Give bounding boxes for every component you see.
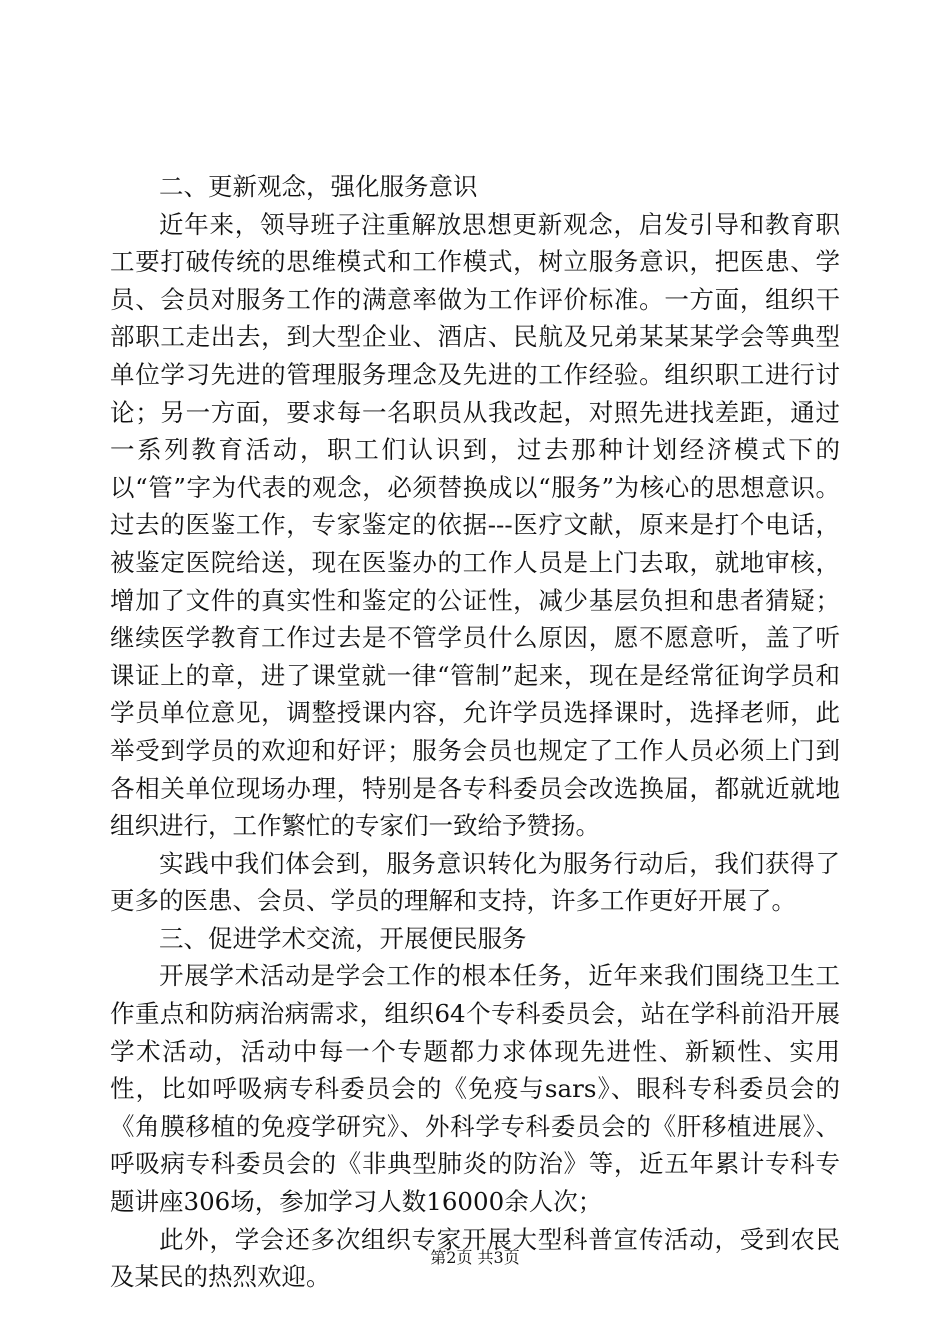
- paragraph: 此外，学会还多次组织专家开展大型科普宣传活动，受到农民及某民的热烈欢迎。: [110, 1224, 840, 1292]
- section-heading-2: 二、更新观念，强化服务意识: [159, 172, 478, 201]
- paragraph: 近年来，领导班子注重解放思想更新观念，启发引导和教育职工要打破传统的思维模式和工作模式，树立服务意识，把医患、学员、会员对服务工作的满意率做为工作评价标准。一方面，组织干部职工走出去，到大型企业、酒店、民航及兄弟某某某学会等典型单位学习先进的管理服务理念及先进的工作经验。组织职工进行讨论；另一方面，要求每一名职员从我改起，对照先进找差距，通过一系列教育活动，职工们认识到，过去那种计划经济模式下的以“管”字为代表的观念，必须替换成以“服务”为核心的思想意识。过去的医鉴工作，专家鉴定的依据---医疗文献，原来是打个电话，被鉴定医院给送，现在医鉴办的工作人员是上门去取，就地审核，增加了文件的真实性和鉴定的公证性，减少基层负担和患者猜疑；继续医学教育工作过去是不管学员什么原因，愿不愿意听，盖了听课证上的章，进了课堂就一律“管制”起来，现在是经常征询学员和学员单位意见，调整授课内容，允许学员选择课时，选择老师，此举受到学员的欢迎和好评；服务会员也规定了工作人员必须上门到各相关单位现场办理，特别是各专科委员会改选换届，都就近就地组织进行，工作繁忙的专家们一致给予赞扬。: [110, 209, 840, 841]
- paragraph: 实践中我们体会到，服务意识转化为服务行动后，我们获得了更多的医患、会员、学员的理解和支持，许多工作更好开展了。: [110, 848, 840, 916]
- page-number-footer: 第2页 共3页: [430, 1248, 520, 1267]
- document-body: [110, 168, 840, 1296]
- section-heading-3: 三、促进学术交流，开展便民服务: [159, 923, 527, 953]
- paragraph: 开展学术活动是学会工作的根本任务，近年来我们围绕卫生工作重点和防病治病需求，组织64个专科委员会，站在学科前沿开展学术活动，活动中每一个专题都力求体现先进性、新颖性、实用性，比如呼吸病专科委员会的《免疫与sars》、眼科专科委员会的《角膜移植的免疫学研究》、外科学专科委员会的《肝移植进展》、呼吸病专科委员会的《非典型肺炎的防治》等，近五年累计专科专题讲座306场，参加学习人数16000余人次；: [110, 961, 840, 1217]
